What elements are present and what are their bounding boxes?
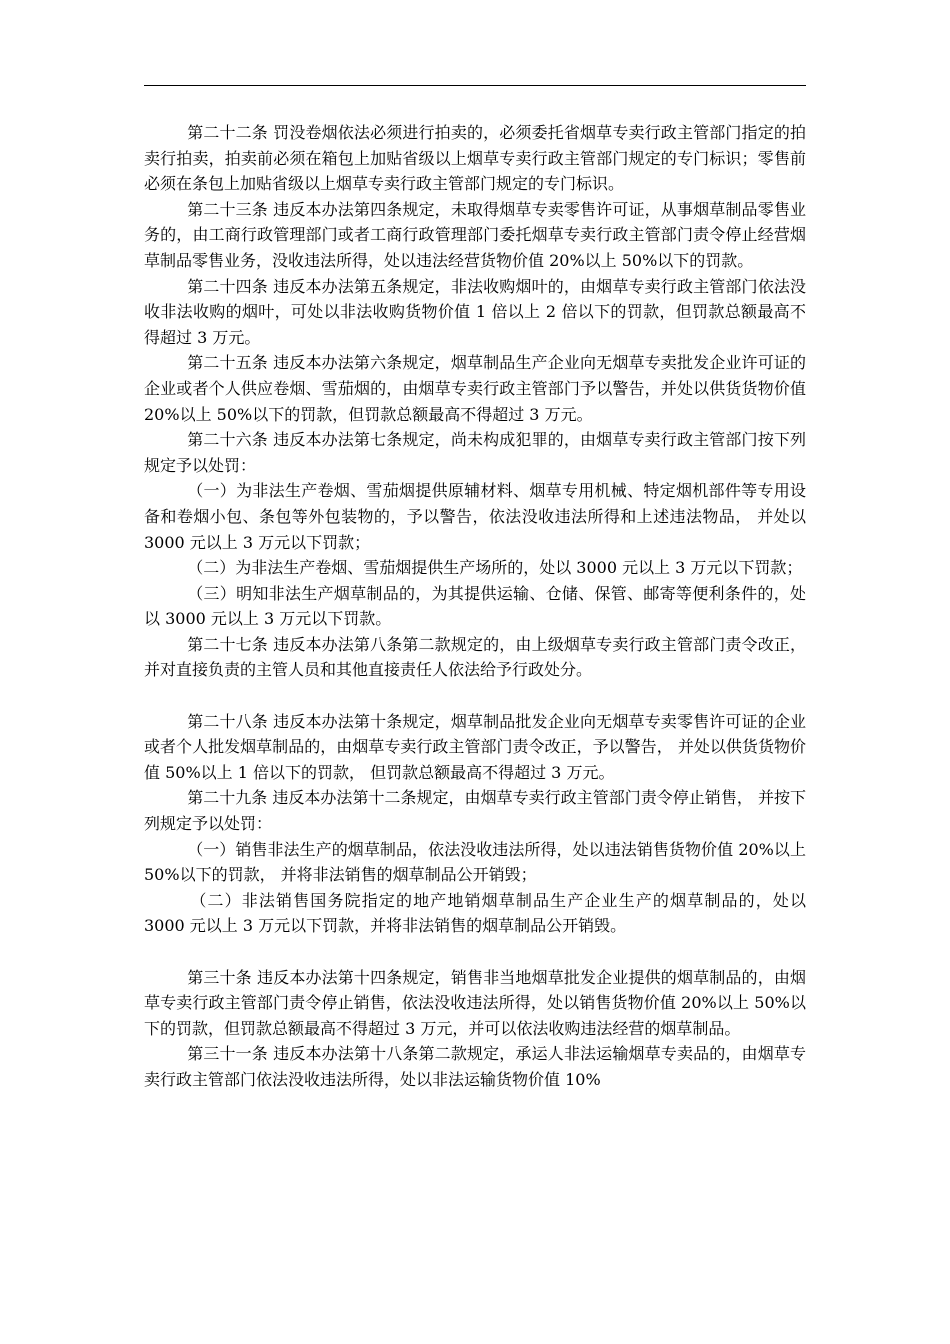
article-23-paragraph: 第二十三条 违反本办法第四条规定，未取得烟草专卖零售许可证，从事烟草制品零售业务的，由工商行政管理部门或者工商行政管理部门委托烟草专卖行政主管部门责令停止经营烟草制品零售业务，没收违法所得，处以违法经营货物价值 20%以上 50%以下的罚款。 bbox=[144, 199, 806, 270]
article-27-paragraph: 第二十七条 违反本办法第八条第二款规定的，由上级烟草专卖行政主管部门责令改正，并对直接负责的主管人员和其他直接责任人依法给予行政处分。 bbox=[144, 634, 806, 680]
article-28-paragraph: 第二十八条 违反本办法第十条规定，烟草制品批发企业向无烟草专卖零售许可证的企业或者个人批发烟草制品的，由烟草专卖行政主管部门责令改正，予以警告， 并处以供货货物价值 50%以上 1 倍以下的罚款， 但罚款总额最高不得超过 3 万元。 bbox=[144, 711, 806, 782]
article-29-paragraph: 第二十九条 违反本办法第十二条规定，由烟草专卖行政主管部门责令停止销售， 并按下列规定予以处罚： bbox=[144, 788, 806, 834]
article-29-item-1: （一）销售非法生产的烟草制品，依法没收违法所得，处以违法销售货物价值 20%以上 50%以下的罚款， 并将非法销售的烟草制品公开销毁； bbox=[144, 839, 806, 885]
article-26-item-2: （二）为非法生产卷烟、雪茄烟提供生产场所的，处以 3000 元以上 3 万元以下罚款； bbox=[187, 558, 803, 578]
article-26-item-1: （一）为非法生产卷烟、雪茄烟提供原辅材料、烟草专用机械、特定烟机部件等专用设备和卷烟小包、条包等外包装物的，予以警告，依法没收违法所得和上述违法物品， 并处以 3000 元以上 3 万元以下罚款； bbox=[144, 481, 806, 552]
header-rule bbox=[144, 85, 806, 86]
article-24-paragraph: 第二十四条 违反本办法第五条规定，非法收购烟叶的，由烟草专卖行政主管部门依法没收非法收购的烟叶，可处以非法收购货物价值 1 倍以上 2 倍以下的罚款，但罚款总额最高不得超过 3 万元。 bbox=[144, 276, 806, 347]
document-body bbox=[144, 120, 806, 1093]
article-30-paragraph: 第三十条 违反本办法第十四条规定，销售非当地烟草批发企业提供的烟草制品的，由烟草专卖行政主管部门责令停止销售，依法没收违法所得，处以销售货物价值 20%以上 50%以下的罚款，但罚款总额最高不得超过 3 万元，并可以依法收购违法经营的烟草制品。 bbox=[144, 967, 806, 1038]
article-31-paragraph: 第三十一条 违反本办法第十八条第二款规定，承运人非法运输烟草专卖品的，由烟草专卖行政主管部门依法没收违法所得，处以非法运输货物价值 10% bbox=[144, 1044, 806, 1089]
article-26-item-3: （三）明知非法生产烟草制品的，为其提供运输、仓储、保管、邮寄等便利条件的，处以 3000 元以上 3 万元以下罚款。 bbox=[144, 583, 806, 629]
article-26-paragraph: 第二十六条 违反本办法第七条规定，尚未构成犯罪的，由烟草专卖行政主管部门按下列规定予以处罚： bbox=[144, 430, 806, 475]
article-25-paragraph: 第二十五条 违反本办法第六条规定，烟草制品生产企业向无烟草专卖批发企业许可证的企业或者个人供应卷烟、雪茄烟的，由烟草专卖行政主管部门予以警告，并处以供货货物价值 20%以上 50%以下的罚款，但罚款总额最高不得超过 3 万元。 bbox=[144, 353, 806, 424]
article-29-item-2: （二）非法销售国务院指定的地产地销烟草制品生产企业生产的烟草制品的，处以 3000 元以上 3 万元以下罚款，并将非法销售的烟草制品公开销毁。 bbox=[144, 890, 806, 936]
article-22-paragraph: 第二十二条 罚没卷烟依法必须进行拍卖的，必须委托省烟草专卖行政主管部门指定的拍卖行拍卖，拍卖前必须在箱包上加贴省级以上烟草专卖行政主管部门规定的专门标识；零售前必须在条包上加贴省级以上烟草专卖行政主管部门规定的专门标识。 bbox=[144, 123, 806, 194]
